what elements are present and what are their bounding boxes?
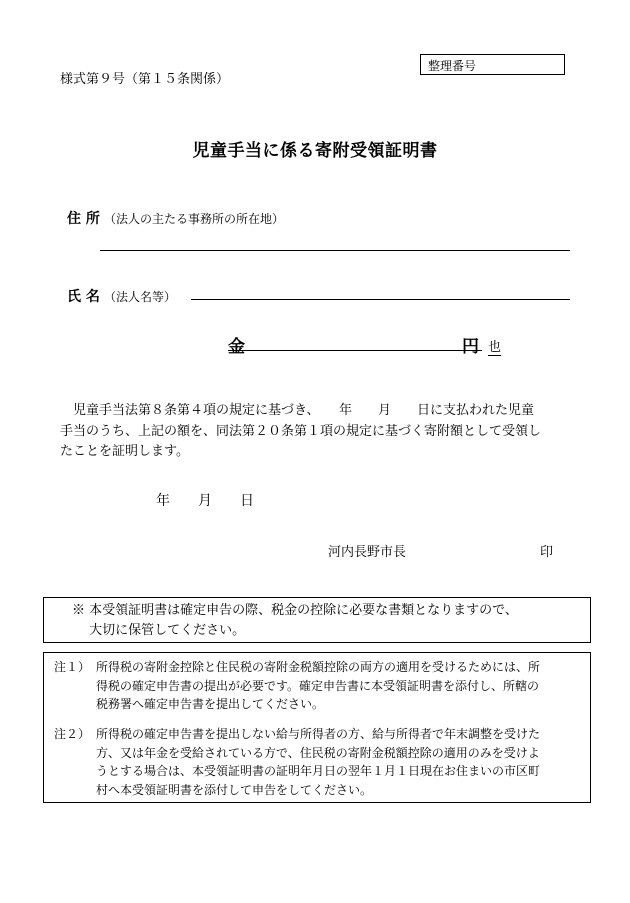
note-line: 税務署へ確定申告書を提出してください。 [96,697,325,711]
note-body [96,658,583,714]
name-label-main: 氏 名 [67,289,100,305]
issue-date: 年 月 日 [156,493,254,509]
notice-line: ※ 本受領証明書は確定申告の際、税金の控除に必要な書類となりますので、 [72,603,518,618]
certification-text [60,401,580,463]
amount-yen: 円 [462,337,479,357]
note-line: 方、又は年金を受給されている方で、住民税の寄附金税額控除の適用のみを受けよ [96,745,540,760]
reference-number-label: 整理番号 [428,59,477,73]
name-label [67,286,176,306]
document-title: 児童手当に係る寄附受領証明書 [192,141,438,161]
issuer-title: 河内長野市長 [328,545,407,560]
note-line: 所得税の寄附金控除と住民税の寄附金税額控除の両方の適用を受けるためには、所 [96,660,541,674]
note-line: 村へ本受領証明書を添付して申告をしてください。 [96,782,373,797]
notice-line: 大切に保管してください。 [72,623,246,638]
amount-nari: 也 [488,336,501,356]
address-label-main: 住 所 [67,211,100,227]
notice-text [72,601,518,641]
form-number: 様式第９号（第１５条関係） [60,72,230,87]
note-line: 所得税の確定申告書を提出しない給与所得者の方、給与所得者で年末調整を受けた [96,727,541,741]
note-body [96,725,583,799]
note-label: 注２） [54,727,91,741]
note-line: 得税の確定申告書の提出が必要です。確定申告書に本受領証明書を添付し、所轄の [96,678,540,693]
address-label-sub: （法人の主たる事務所の所在地） [104,212,285,226]
certification-line: 児童手当法第８条第４項の規定に基づき、 年 月 日に支払われた児童 [60,403,534,418]
notes-box [43,652,591,803]
note-line: うとする場合は、本受領証明書の証明年月日の翌年１月１日現在お住まいの市区町 [96,764,541,778]
amount-kin: 金 [228,337,245,357]
notice-box [43,597,591,643]
certification-line: たことを証明します。 [60,444,189,460]
reference-number-box[interactable] [420,54,565,75]
name-line[interactable] [191,299,570,300]
seal-mark: 印 [540,545,554,560]
address-line[interactable] [100,250,570,251]
certification-line: 手当のうち、上記の額を、同法第２０条第１項の規定に基づく寄附額として受領し [60,423,542,439]
address-label [67,208,284,228]
name-label-sub: （法人名等） [104,290,177,304]
note-label: 注１） [54,660,91,674]
amount-line[interactable] [228,350,482,351]
